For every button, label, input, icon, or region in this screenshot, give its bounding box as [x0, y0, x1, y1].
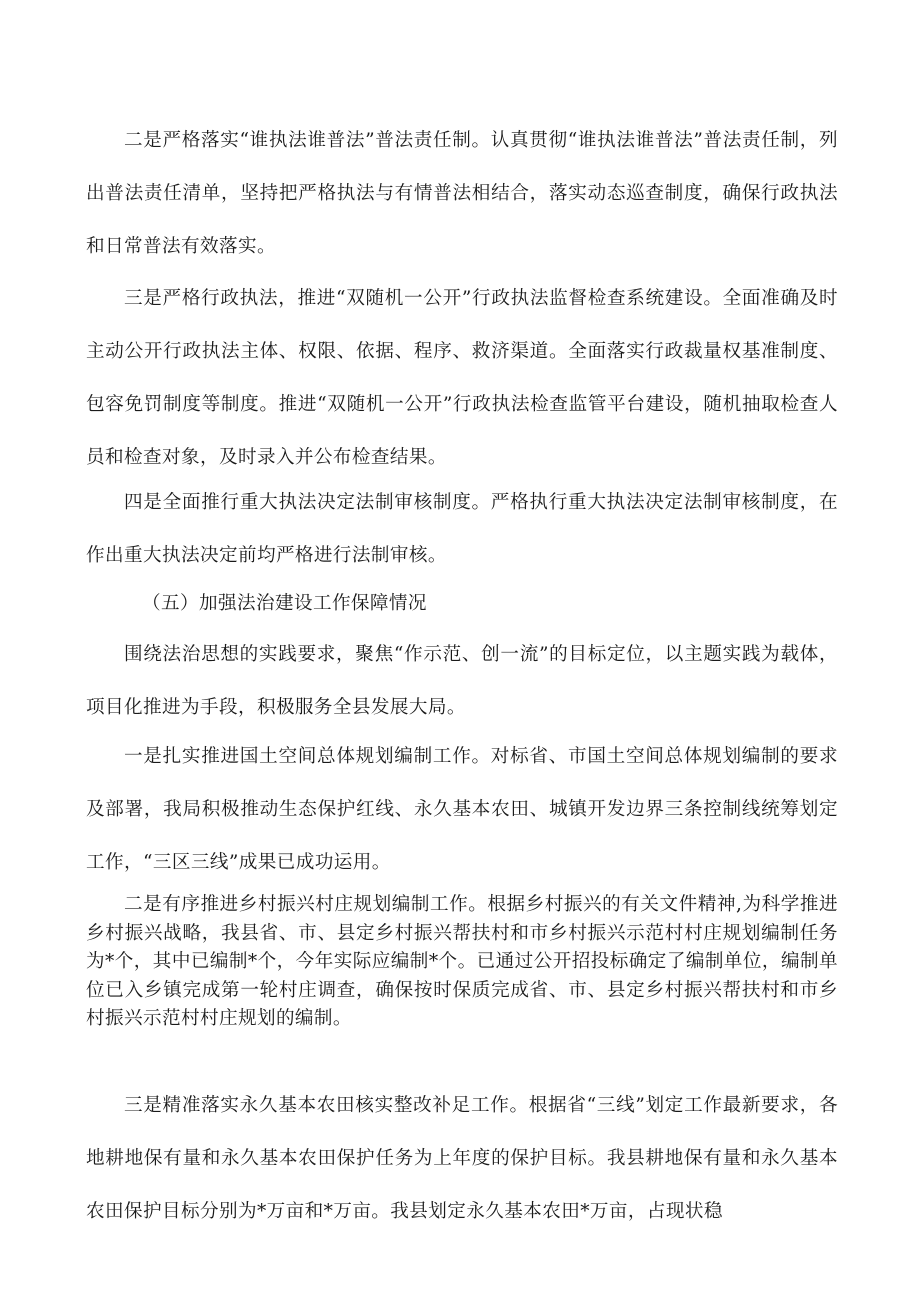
paragraph-farmland-protection: 三是精准落实永久基本农田核实整改补足工作。根据省“三线”划定工作最新要求，各地耕地保有量和永久基本农田保护任务为上年度的保护目标。我县耕地保有量和永久基本农田保护目标分别为*万亩和*万亩。我县划定永久基本农田*万亩，占现状稳: [86, 1095, 838, 1222]
paragraph-village-planning: 二是有序推进乡村振兴村庄规划编制工作。根据乡村振兴的有关文件精神,为科学推进乡村振兴战略，我县省、市、县定乡村振兴帮扶村和市乡村振兴示范村村庄规划编制任务为*个，其中已编制*个，今年实际应编制*个。已通过公开招投标确定了编制单位，编制单位已入乡镇完成第一轮村庄调查，确保按时保质完成省、市、县定乡村振兴帮扶村和市乡村振兴示范村村庄规划的编制。: [86, 894, 838, 1029]
paragraph-territorial-spatial-planning: 一是扎实推进国土空间总体规划编制工作。对标省、市国土空间总体规划编制的要求及部署，我局积极推动生态保护红线、永久基本农田、城镇开发边界三条控制线统筹划定工作，“三区三线”成果已成功运用。: [86, 746, 838, 873]
paragraph-legal-review: 四是全面推行重大执法决定法制审核制度。严格执行重大执法决定法制审核制度，在作出重大执法决定前均严格进行法制审核。: [86, 492, 838, 566]
section-heading-five: （五）加强法治建设工作保障情况: [142, 593, 427, 614]
paragraph-law-popularization-responsibility: 二是严格落实“谁执法谁普法”普法责任制。认真贯彻“谁执法谁普法”普法责任制，列出普法责任清单，坚持把严格执法与有情普法相结合，落实动态巡查制度，确保行政执法和日常普法有效落实。: [86, 130, 838, 257]
paragraph-practice-requirements: 围绕法治思想的实践要求，聚焦“作示范、创一流”的目标定位，以主题实践为载体，项目化推进为手段，积极服务全县发展大局。: [86, 644, 838, 718]
paragraph-administrative-enforcement: 三是严格行政执法，推进“双随机一公开”行政执法监督检查系统建设。全面准确及时主动公开行政执法主体、权限、依据、程序、救济渠道。全面落实行政裁量权基准制度、包容免罚制度等制度。推进“双随机一公开”行政执法检查监管平台建设，随机抽取检查人员和检查对象，及时录入并公布检查结果。: [86, 288, 838, 468]
